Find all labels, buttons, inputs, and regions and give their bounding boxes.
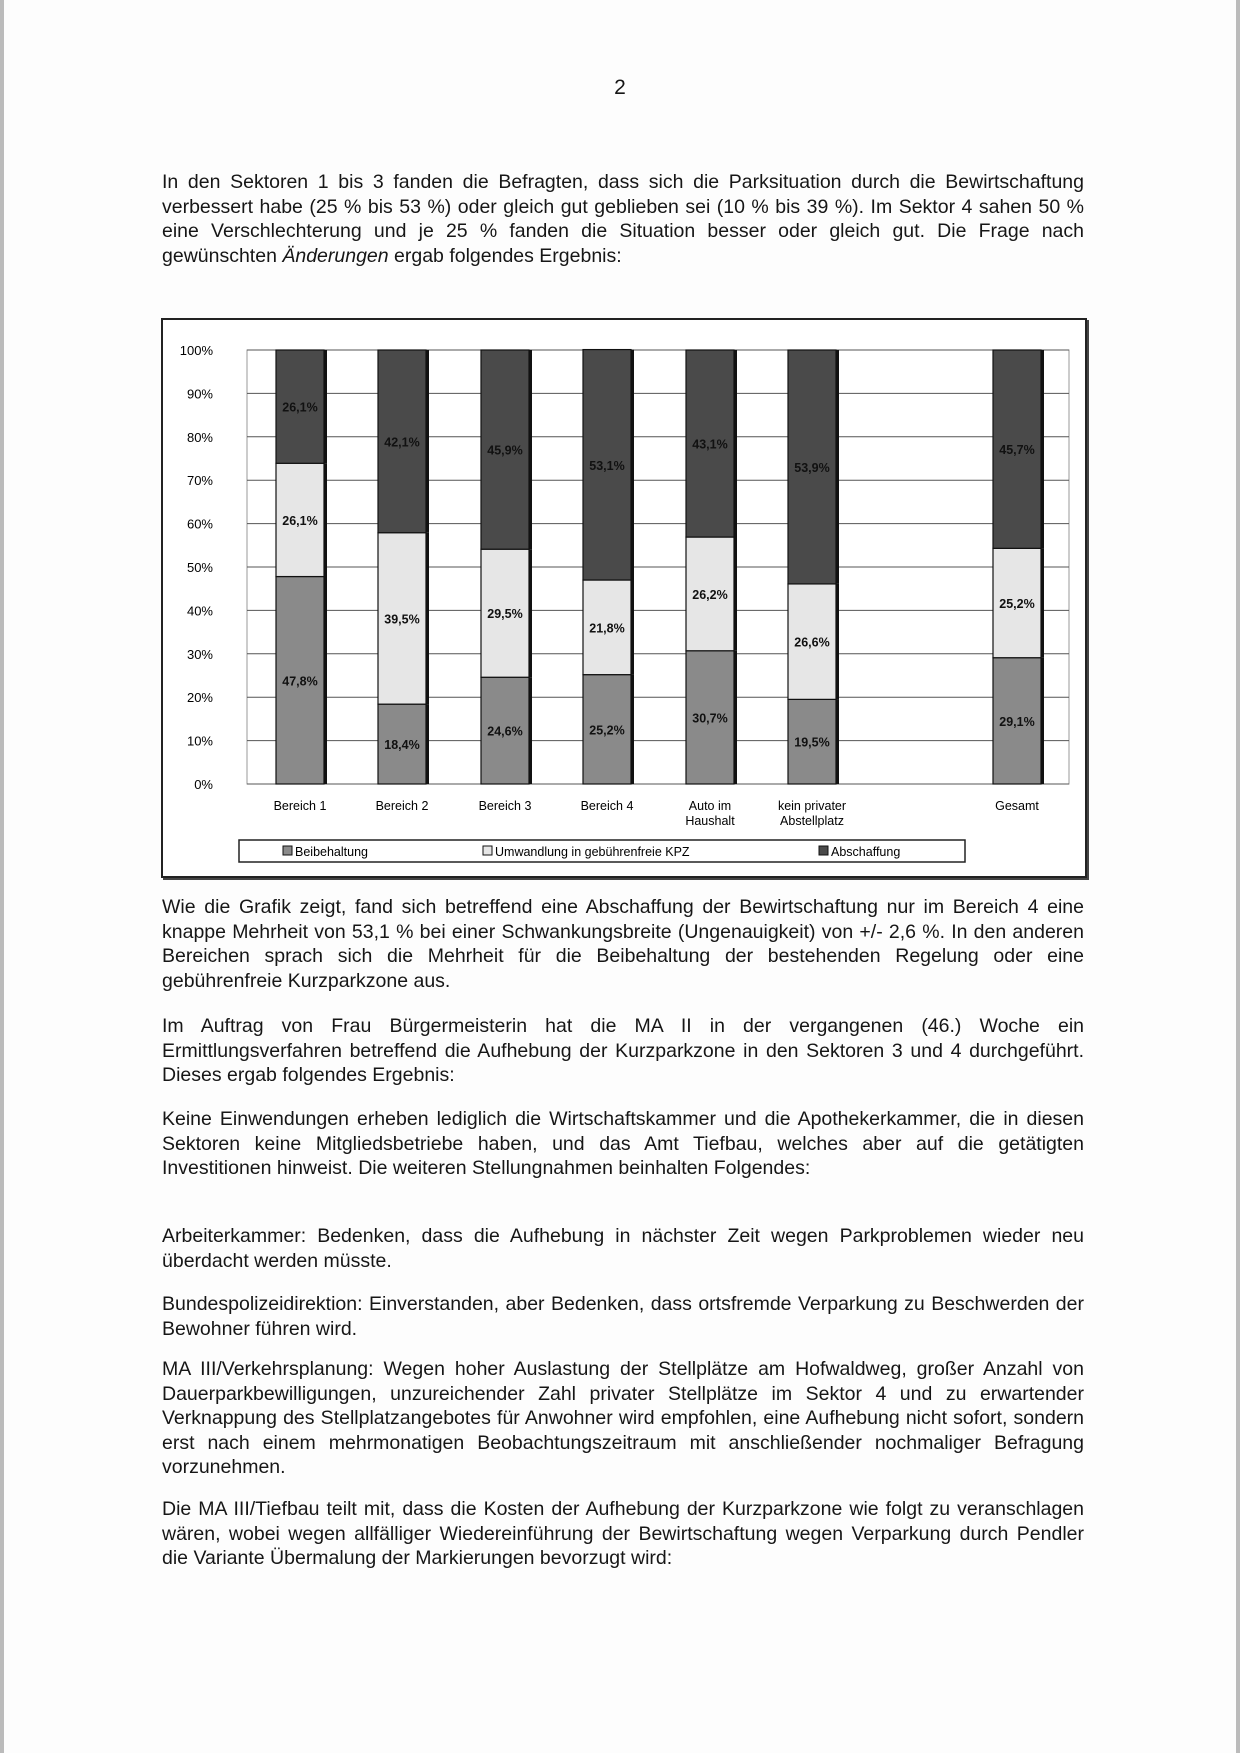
data-label: 26,1% [282, 400, 318, 415]
paragraph-1-text: In den Sektoren 1 bis 3 fanden die Befragten, dass sich die Parksituation durch die Bewirtschaftung verbessert habe (25 % bis 53 %) oder gleich gut geblieben sei (10 % bis 39 %). Im Sektor 4 sahen 50 % eine Verschlechterung und je 25 % fanden die Situation besser oder gleich gut. Die Frage nach gewünschten [162, 171, 1084, 267]
y-tick-label: 100% [179, 343, 213, 358]
x-tick-label: kein privater [777, 799, 847, 813]
paragraph-5: Arbeiterkammer: Bedenken, dass die Aufhebung in nächster Zeit wegen Parkproblemen wieder neu überdacht werden müsste. [162, 1225, 1084, 1272]
legend-swatch [283, 846, 292, 855]
legend-label: Umwandlung in gebührenfreie KPZ [495, 845, 690, 859]
legend-label: Beibehaltung [295, 845, 368, 859]
scan-edge-left [0, 0, 4, 1753]
y-tick-label: 60% [186, 516, 213, 532]
data-label: 30,7% [692, 711, 728, 726]
paragraph-6: Bundespolizeidirektion: Einverstanden, aber Bedenken, dass ortsfremde Verparkung zu Beschwerden der Bewohner führen wird. [162, 1293, 1084, 1340]
paragraph-4: Keine Einwendungen erheben lediglich die Wirtschaftskammer und die Apothekerkammer, die in diesen Sektoren keine Mitgliedsbetriebe haben, und das Amt Tiefbau, welches aber auf die getätigten Investitionen hinweist. Die weiteren Stellungnahmen beinhalten Folgendes: [162, 1108, 1084, 1180]
paragraph-8: Die MA III/Tiefbau teilt mit, dass die Kosten der Aufhebung der Kurzparkzone wie folgt zu veranschlagen wären, wobei wegen allfälliger Wiedereinführung der Bewirtschaftung wegen Verparkung durch Pendler die Variante Übermalung der Markierungen bevorzugt wird: [162, 1498, 1084, 1570]
data-label: 45,7% [999, 443, 1035, 458]
y-tick-label: 70% [186, 473, 213, 489]
y-tick-label: 40% [186, 603, 213, 619]
paragraph-1-end: ergab folgendes Ergebnis: [388, 244, 622, 267]
data-label: 26,1% [282, 513, 318, 528]
y-tick-label: 20% [186, 690, 213, 706]
paragraph-2: Wie die Grafik zeigt, fand sich betreffend eine Abschaffung der Bewirtschaftung nur im Bereich 4 eine knappe Mehrheit von 53,1 % bei einer Schwankungsbreite (Ungenauigkeit) von +/- 2,6 %. In den anderen Bereichen sprach sich die Mehrheit für die Beibehaltung der bestehenden Regelung oder eine gebührenfreie Kurzparkzone aus. [162, 896, 1084, 992]
x-tick-label: Bereich 1 [273, 799, 327, 813]
paragraph-3: Im Auftrag von Frau Bürgermeisterin hat die MA II in der vergangenen (46.) Woche ein Ermittlungsverfahren betreffend die Aufhebung der Kurzparkzone in den Sektoren 3 und 4 durchgeführt. Dieses ergab folgendes Ergebnis: [162, 1015, 1084, 1087]
scan-edge-right [1236, 0, 1240, 1753]
chart-frame [161, 318, 1087, 878]
data-label: 18,4% [384, 738, 420, 753]
data-label: 26,6% [794, 635, 830, 650]
x-tick-label: Bereich 3 [478, 799, 532, 813]
data-label: 29,5% [487, 607, 523, 622]
data-label: 43,1% [692, 437, 728, 452]
legend-swatch [483, 846, 492, 855]
legend-label: Abschaffung [831, 845, 901, 859]
paragraph-1 [162, 170, 1084, 268]
x-tick-label: Gesamt [995, 799, 1039, 813]
x-tick-label: Bereich 4 [580, 799, 634, 813]
data-label: 42,1% [384, 435, 420, 450]
data-label: 25,2% [589, 723, 625, 738]
paragraph-7: MA III/Verkehrsplanung: Wegen hoher Auslastung der Stellplätze am Hofwaldweg, großer Anzahl von Dauerparkbewilligungen, unzureichender Zahl privater Stellplätze im Sektor 4 und zu erwartender Verknappung des Stellplatzangebotes für Anwohner wird empfohlen, eine Aufhebung nicht sofort, sondern erst nach einem mehrmonatigen Beobachtungszeitraum mit anschließender nochmaliger Befragung vorzunehmen. [162, 1358, 1084, 1479]
data-label: 19,5% [794, 735, 830, 750]
data-label: 21,8% [589, 621, 625, 636]
data-label: 29,1% [999, 714, 1035, 729]
legend-swatch [819, 846, 828, 855]
y-tick-label: 90% [186, 386, 213, 402]
data-label: 53,9% [794, 460, 830, 475]
y-tick-label: 10% [186, 733, 213, 749]
data-label: 39,5% [384, 612, 420, 627]
y-tick-label: 50% [186, 560, 213, 575]
x-tick-label: Haushalt [685, 814, 735, 828]
x-tick-label: Bereich 2 [375, 799, 429, 813]
x-tick-label: Auto im [688, 799, 732, 813]
data-label: 45,9% [487, 443, 523, 458]
data-label: 53,1% [589, 458, 625, 473]
page-number: 2 [614, 76, 626, 99]
y-tick-label: 80% [186, 429, 213, 445]
paragraph-1-italic: Änderungen [282, 244, 389, 267]
data-label: 26,2% [692, 587, 728, 602]
stacked-bar-chart [163, 320, 1085, 876]
y-tick-label: 30% [186, 646, 213, 662]
data-label: 47,8% [282, 674, 318, 689]
data-label: 24,6% [487, 724, 523, 739]
x-tick-label: Abstellplatz [780, 814, 844, 828]
data-label: 25,2% [999, 597, 1035, 612]
y-tick-label: 0% [194, 777, 213, 792]
